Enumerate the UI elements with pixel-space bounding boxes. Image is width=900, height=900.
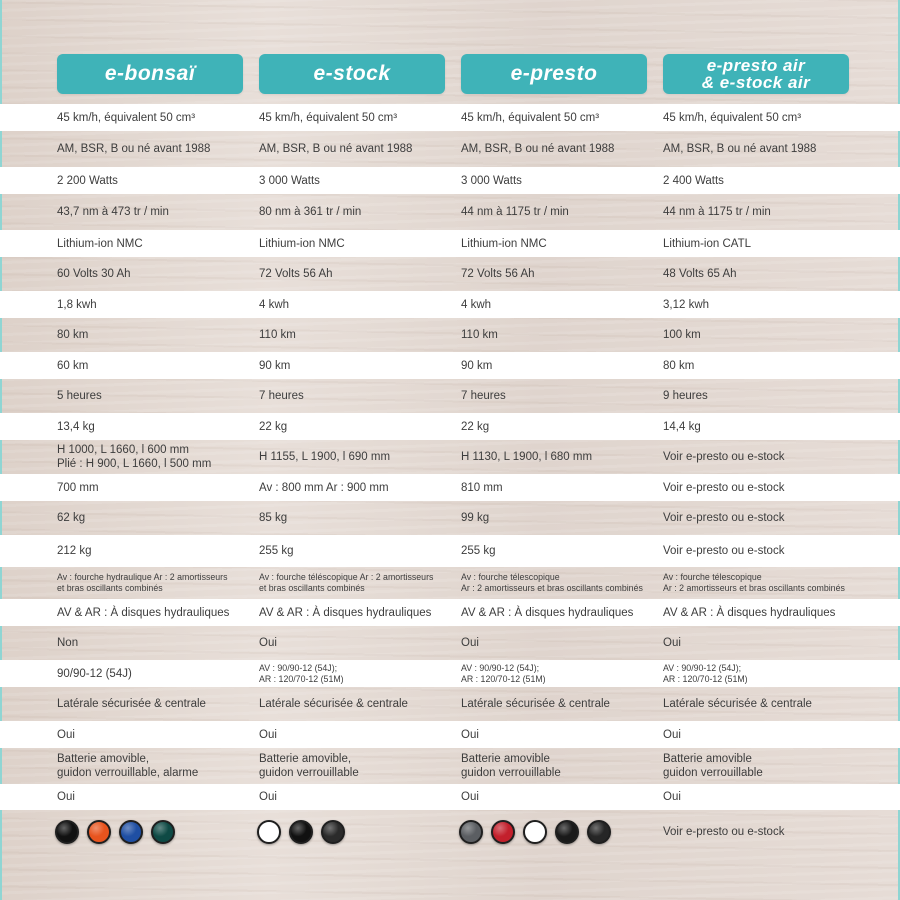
spec-cell: Oui [663, 637, 681, 649]
spec-cell: Oui [259, 728, 277, 741]
spec-cell: 45 km/h, équivalent 50 cm³ [663, 111, 802, 124]
spec-cell: 1,8 kwh [57, 298, 97, 311]
spec-row [0, 784, 900, 810]
colors-e-presto [459, 812, 619, 852]
model-header-e-presto [461, 54, 647, 94]
spec-cell: 3 000 Watts [259, 174, 320, 187]
spec-cell: Av : fourche télescopique Ar : 2 amortisseurs et bras oscillants combinés [461, 572, 643, 593]
spec-row [0, 535, 900, 567]
spec-cell: 4 kwh [461, 298, 492, 311]
spec-row [0, 599, 900, 626]
spec-cell: 13,4 kg [57, 420, 95, 433]
color-swatch [151, 820, 175, 844]
spec-cell: 100 km [663, 329, 701, 341]
spec-cell: Lithium-ion NMC [461, 237, 547, 250]
spec-cell: AM, BSR, B ou né avant 1988 [57, 143, 211, 155]
color-swatch [587, 820, 611, 844]
spec-row [0, 352, 900, 379]
model-header-e-presto-air [663, 54, 849, 94]
spec-cell: 255 kg [259, 545, 294, 557]
model-name: e-stock [313, 62, 391, 85]
spec-cell: Oui [57, 728, 75, 741]
spec-cell: 22 kg [259, 420, 288, 433]
spec-cell: 80 km [57, 329, 89, 341]
colors-e-stock [257, 812, 353, 852]
spec-cell: 90/90-12 (54J) [57, 667, 132, 680]
color-swatch [55, 820, 79, 844]
spec-cell: 45 km/h, équivalent 50 cm³ [259, 111, 398, 124]
spec-cell: Non [57, 637, 79, 649]
spec-cell: 810 mm [461, 481, 503, 494]
spec-cell: 7 heures [259, 390, 304, 402]
spec-cell: 60 Volts 30 Ah [57, 268, 131, 280]
spec-cell: 43,7 nm à 473 tr / min [57, 206, 169, 218]
spec-cell: AV : 90/90-12 (54J); AR : 120/70-12 (51M) [663, 662, 748, 684]
spec-cell: H 1000, L 1660, l 600 mm Plié : H 900, L 1660, l 500 mm [57, 444, 212, 470]
spec-cell: Oui [663, 728, 681, 741]
spec-cell: 5 heures [57, 390, 102, 402]
spec-cell: 110 km [259, 329, 296, 341]
spec-cell: 44 nm à 1175 tr / min [461, 206, 569, 218]
spec-cell: Latérale sécurisée & centrale [259, 698, 408, 710]
spec-cell: 48 Volts 65 Ah [663, 268, 737, 280]
color-swatch [257, 820, 281, 844]
spec-cell: 212 kg [57, 545, 92, 557]
spec-cell: 2 200 Watts [57, 174, 118, 187]
spec-row [0, 230, 900, 257]
colors-e-bonsai [55, 812, 183, 852]
spec-cell: 14,4 kg [663, 420, 701, 433]
spec-row [0, 748, 900, 784]
spec-cell: Av : fourche téléscopique Ar : 2 amortisseurs et bras oscillants combinés [259, 572, 434, 593]
colors-row [0, 812, 900, 852]
spec-cell: 3,12 kwh [663, 298, 710, 311]
color-swatch [119, 820, 143, 844]
model-name: e-presto [510, 62, 598, 85]
spec-cell: Oui [259, 637, 277, 649]
spec-row [0, 687, 900, 721]
spec-row [0, 379, 900, 413]
model-name: e-presto air & e-stock air [701, 56, 811, 92]
spec-cell: 44 nm à 1175 tr / min [663, 206, 771, 218]
color-swatch [87, 820, 111, 844]
spec-cell: Av : fourche hydraulique Ar : 2 amortisseurs et bras oscillants combinés [57, 572, 228, 593]
spec-row [0, 257, 900, 291]
spec-cell: 22 kg [461, 420, 490, 433]
spec-row [0, 318, 900, 352]
color-swatch [289, 820, 313, 844]
spec-row [0, 131, 900, 167]
spec-cell: Batterie amovible guidon verrouillable [461, 753, 561, 779]
spec-cell: H 1155, L 1900, l 690 mm [259, 451, 391, 463]
spec-cell: 7 heures [461, 390, 506, 402]
spec-row [0, 291, 900, 318]
spec-cell: Batterie amovible, guidon verrouillable [259, 753, 359, 779]
spec-row [0, 660, 900, 687]
spec-cell: Latérale sécurisée & centrale [461, 698, 610, 710]
spec-cell: Av : 800 mm Ar : 900 mm [259, 481, 389, 494]
spec-cell: AV & AR : À disques hydrauliques [461, 606, 634, 619]
spec-cell: 72 Volts 56 Ah [259, 268, 333, 280]
model-header-e-stock [259, 54, 445, 94]
spec-cell: AM, BSR, B ou né avant 1988 [259, 143, 413, 155]
color-swatch [555, 820, 579, 844]
spec-cell: 45 km/h, équivalent 50 cm³ [461, 111, 600, 124]
color-swatch [321, 820, 345, 844]
spec-cell: 255 kg [461, 545, 496, 557]
spec-cell: Oui [461, 637, 479, 649]
spec-row [0, 626, 900, 660]
spec-cell: Oui [259, 791, 277, 803]
spec-cell: Latérale sécurisée & centrale [57, 698, 206, 710]
spec-cell: 99 kg [461, 512, 490, 524]
spec-cell: Batterie amovible guidon verrouillable [663, 753, 763, 779]
spec-cell: AV : 90/90-12 (54J); AR : 120/70-12 (51M) [259, 662, 344, 684]
spec-cell: 90 km [259, 359, 291, 372]
spec-cell: Lithium-ion NMC [57, 237, 143, 250]
spec-cell: Lithium-ion CATL [663, 237, 751, 250]
color-swatch [459, 820, 483, 844]
spec-row [0, 567, 900, 599]
spec-row [0, 413, 900, 440]
spec-cell: AM, BSR, B ou né avant 1988 [461, 143, 615, 155]
spec-cell: Batterie amovible, guidon verrouillable, alarme [57, 753, 199, 779]
model-header-e-bonsai [57, 54, 243, 94]
spec-cell: 45 km/h, équivalent 50 cm³ [57, 111, 196, 124]
color-swatch [523, 820, 547, 844]
spec-cell: 4 kwh [259, 298, 290, 311]
spec-row [0, 474, 900, 501]
spec-cell: 62 kg [57, 512, 86, 524]
spec-cell: AV & AR : À disques hydrauliques [57, 606, 230, 619]
spec-cell: AV : 90/90-12 (54J); AR : 120/70-12 (51M) [461, 662, 546, 684]
spec-cell: Voir e-presto ou e-stock [663, 512, 785, 524]
spec-cell: 110 km [461, 329, 498, 341]
spec-cell: Av : fourche télescopique Ar : 2 amortisseurs et bras oscillants combinés [663, 572, 845, 593]
spec-cell: 80 nm à 361 tr / min [259, 206, 362, 218]
spec-cell: 60 km [57, 359, 89, 372]
spec-cell: AM, BSR, B ou né avant 1988 [663, 143, 817, 155]
spec-row [0, 440, 900, 474]
spec-cell: 90 km [461, 359, 493, 372]
colors-air-note: Voir e-presto ou e-stock [663, 826, 785, 838]
spec-cell: Lithium-ion NMC [259, 237, 345, 250]
color-swatch [491, 820, 515, 844]
spec-cell: Latérale sécurisée & centrale [663, 698, 812, 710]
spec-cell: AV & AR : À disques hydrauliques [663, 606, 836, 619]
spec-cell: Voir e-presto ou e-stock [663, 481, 785, 494]
spec-cell: H 1130, L 1900, l 680 mm [461, 451, 593, 463]
spec-cell: 9 heures [663, 390, 708, 402]
spec-row [0, 721, 900, 748]
spec-cell: Oui [461, 728, 479, 741]
spec-cell: 700 mm [57, 481, 99, 494]
spec-row [0, 194, 900, 230]
spec-cell: 85 kg [259, 512, 288, 524]
spec-cell: Voir e-presto ou e-stock [663, 545, 785, 557]
spec-row [0, 167, 900, 194]
spec-cell: 2 400 Watts [663, 174, 724, 187]
model-name: e-bonsaï [104, 62, 196, 85]
spec-cell: 3 000 Watts [461, 174, 522, 187]
spec-cell: Oui [461, 791, 479, 803]
spec-cell: Oui [663, 791, 681, 803]
spec-row [0, 104, 900, 131]
spec-cell: Oui [57, 791, 75, 803]
spec-row [0, 501, 900, 535]
spec-cell: 72 Volts 56 Ah [461, 268, 535, 280]
spec-cell: AV & AR : À disques hydrauliques [259, 606, 432, 619]
spec-cell: Voir e-presto ou e-stock [663, 451, 785, 463]
spec-cell: 80 km [663, 359, 695, 372]
